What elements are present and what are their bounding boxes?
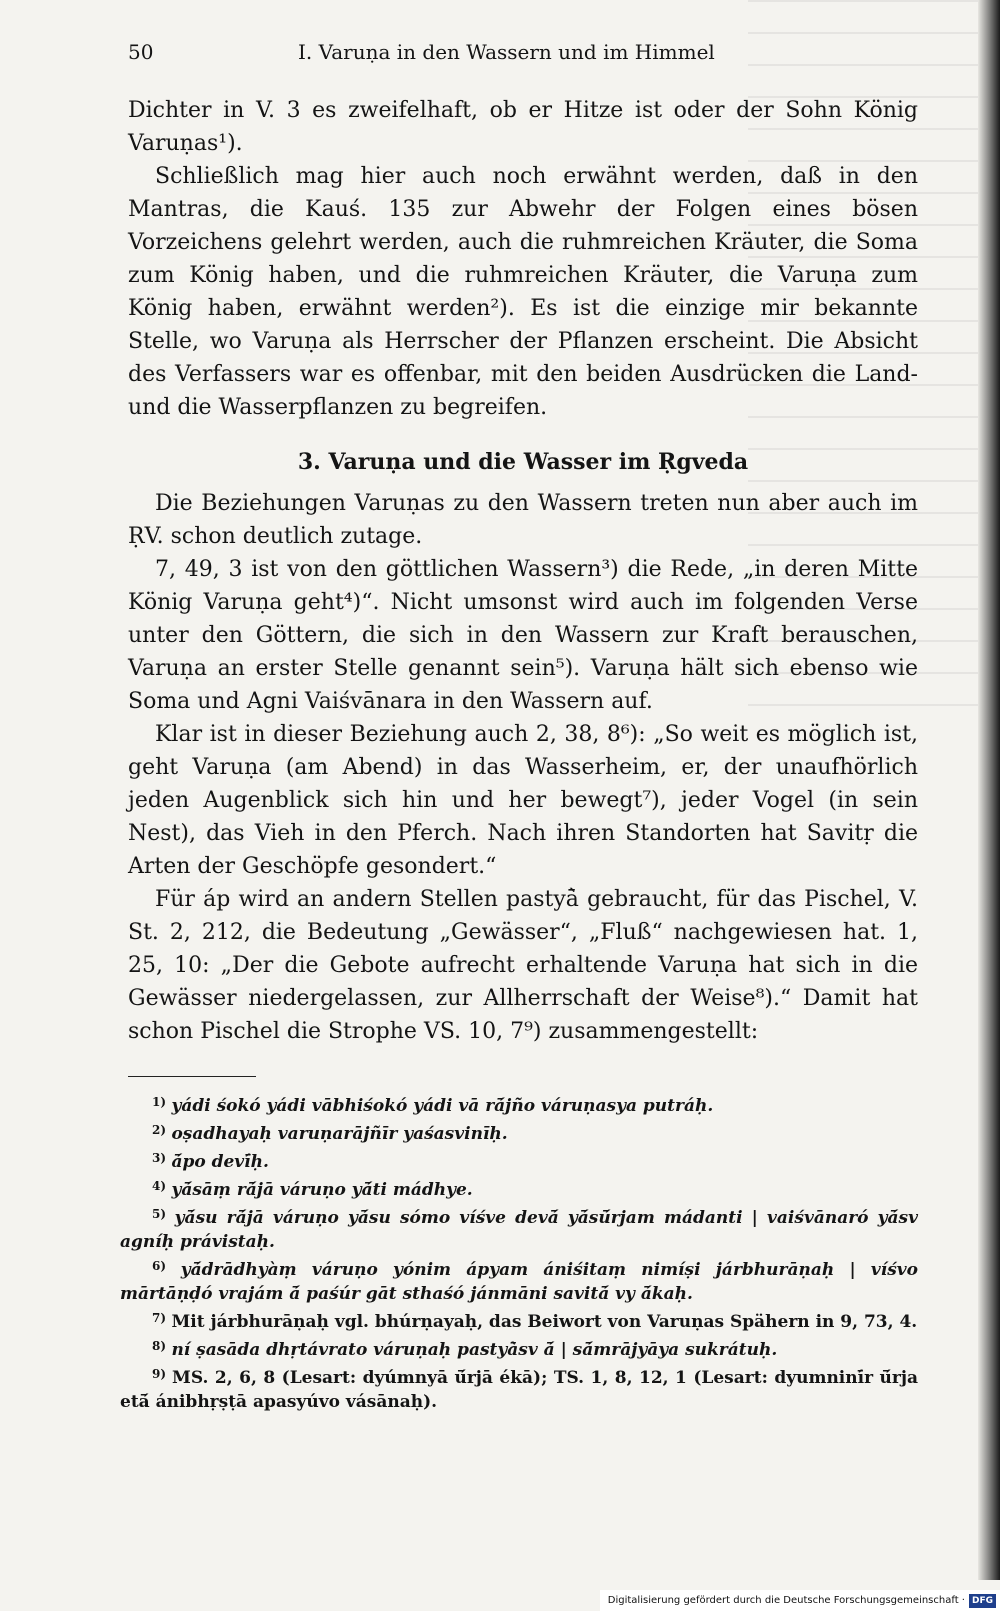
footnote-text: yā́su rā́jā váruṇo yā́su sómo víśve devā́ yā́sū́rjam mádanti | vaiśvānaró yā́sv agníḥ právistaḥ. [120,1208,918,1252]
running-header [128,40,918,70]
footnote-mark: 4) [152,1179,167,1193]
page-edge-shadow [978,0,1000,1580]
footnote-mark: 7) [152,1311,167,1325]
footnote [120,1090,918,1118]
footnote-text: ā́po devī́ḥ. [171,1152,269,1172]
footnote [120,1334,918,1362]
paragraph: Klar ist in dieser Beziehung auch 2, 38, 8⁶): „So weit es möglich ist, geht Varuṇa (am Abend) in das Wasserheim, er, der unaufhörlich jeden Augenblick sich hin und her bewegt⁷), jeder Vogel (in sein Nest), das Vieh in den Pferch. Nach ihren Standorten hat Savitṛ die Arten der Geschöpfe gesondert.“ [128,722,918,879]
footnote [120,1254,918,1306]
paragraph: Dichter in V. 3 es zweifelhaft, ob er Hitze ist oder der Sohn König Varuṇas¹). [128,98,918,156]
main-text [128,94,918,1048]
paragraph: Für áp wird an andern Stellen pastyā̀ gebraucht, für das Pischel, V. St. 2, 212, die Bedeutung „Gewässer“, „Fluß“ nachgewiesen hat. 1, 25, 10: „Der die Gebote aufrecht erhaltende Varuṇa hat sich in die Gewässer niedergelassen, zur Allherrschaft der Weise⁸).“ Damit hat schon Pischel die Strophe VS. 10, 7⁹) zusammengestellt: [128,887,918,1044]
footnote-text: yā́drādhyàṃ váruṇo yónim ápyam ániśitaṃ nimíṣi járbhurāṇaḥ | víśvo mārtāṇḍó vrajám ā́ paśúr gāt sthaśó jánmāni savitā́ vy ā́kaḥ. [120,1260,919,1304]
paragraph: Die Beziehungen Varuṇas zu den Wassern treten nun aber auch im ṚV. schon deutlich zutage. [128,491,918,549]
footnote-text: yádi śokó yádi vābhiśokó yádi vā rā́jño váruṇasya putráḥ. [171,1096,714,1116]
footnote-mark: 1) [152,1095,167,1109]
footnote-mark: 8) [152,1339,167,1353]
paragraph: Schließlich mag hier auch noch erwähnt werden, daß in den Mantras, die Kauś. 135 zur Abwehr der Folgen eines bösen Vorzeichens gelehrt werden, auch die ruhmreichen Kräuter, die Soma zum König haben, und die ruhmreichen Kräuter, die Varuṇa zum König haben, erwähnt werden²). Es ist die einzige mir bekannte Stelle, wo Varuṇa als Herrscher der Pflanzen erscheint. Die Absicht des Verfassers war es offenbar, mit den beiden Ausdrücken die Land- und die Wasserpflanzen zu begreifen. [128,164,918,420]
footnotes [120,1090,918,1414]
footnote-text: MS. 2, 6, 8 (Lesart: dyúmnyā ū́rjā ékā); TS. 1, 8, 12, 1 (Lesart: dyumninī́r ū́rja etā́ ánibhṛṣṭā apasyúvo vásānaḥ). [120,1368,918,1412]
footnote-text: oṣadhayaḥ varuṇarājñīr yaśasvinīḥ. [171,1124,508,1144]
footnote-text: yā́sāṃ rā́jā váruṇo yā́ti mádhye. [171,1180,473,1200]
paragraph: 7, 49, 3 ist von den göttlichen Wassern³) die Rede, „in deren Mitte König Varuṇa geht⁴)“. Nicht umsonst wird auch im folgenden Verse unter den Göttern, die sich in den Wassern zur Kraft berauschen, Varuṇa an erster Stelle genannt sein⁵). Varuṇa hält sich ebenso wie Soma und Agni Vaiśvānara in den Wassern auf. [128,557,918,714]
dfg-logo: DFG [969,1594,996,1608]
running-title: I. Varuṇa in den Wassern und im Himmel [298,40,715,64]
footnote-mark: 2) [152,1123,167,1137]
footnote-mark: 3) [152,1151,167,1165]
footnote-text: Mit járbhurāṇaḥ vgl. bhúrṇayaḥ, das Beiwort von Varuṇas Spähern in 9, 73, 4. [171,1312,918,1332]
footer-credit: Digitalisierung gefördert durch die Deutsche Forschungsgemeinschaft · [607,1595,965,1606]
footnote [120,1202,918,1254]
footnote [120,1118,918,1146]
footnote [120,1306,918,1334]
footnote-separator [128,1076,256,1077]
footnote [120,1362,918,1414]
section-heading: 3. Varuṇa und die Wasser im Ṛgveda [297,449,749,475]
page-number: 50 [128,40,154,64]
footnote-mark: 6) [152,1259,167,1273]
footnote-mark: 9) [152,1367,167,1381]
footnote [120,1146,918,1174]
footnote-text: ní ṣasāda dhṛtávrato váruṇaḥ pastyā̀sv ā́ | sā́mrājyāya sukrátuḥ. [171,1340,778,1360]
digitization-footer [600,1590,1000,1611]
footnote [120,1174,918,1202]
footnote-mark: 5) [152,1207,167,1221]
